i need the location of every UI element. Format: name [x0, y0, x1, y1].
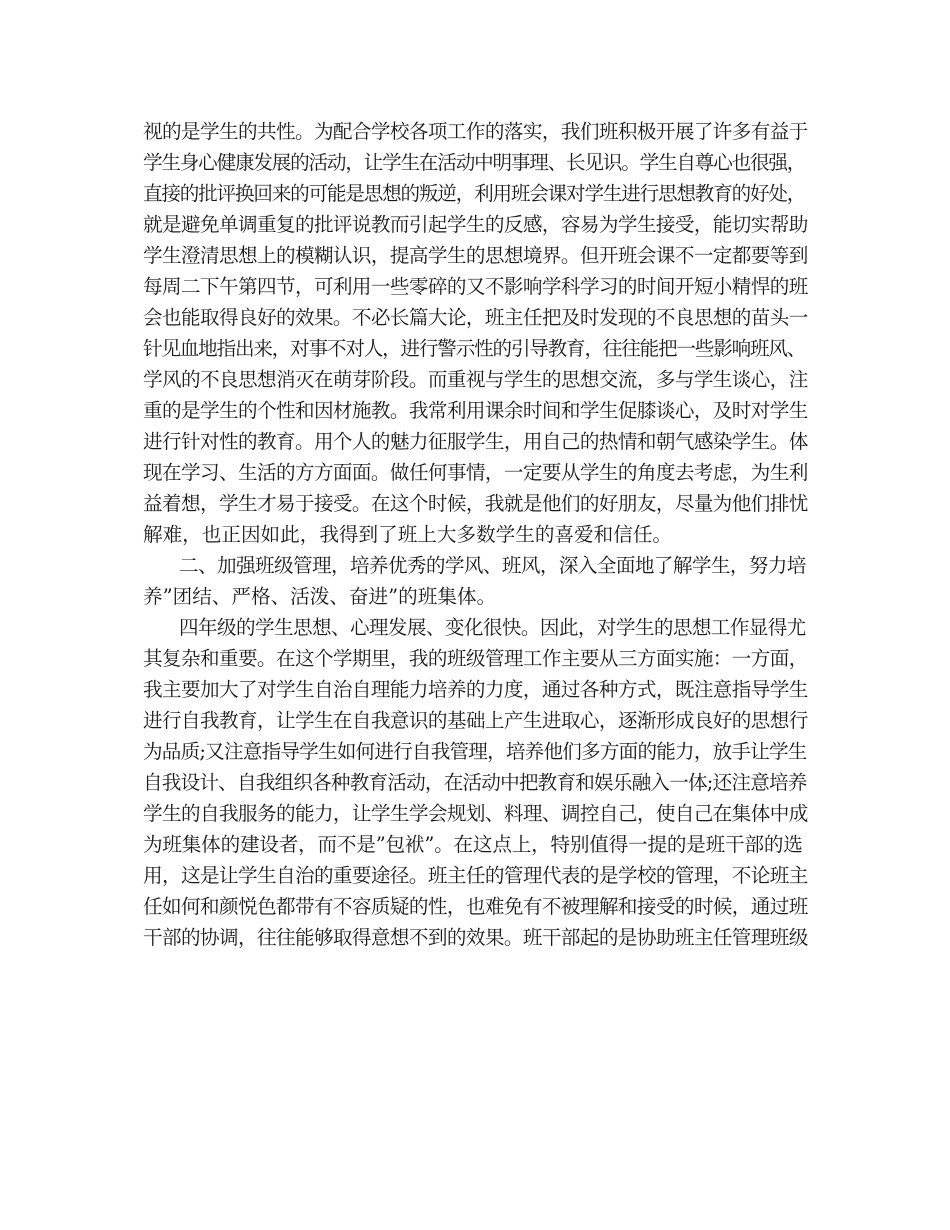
- text-line: 学生身心健康发展的活动，让学生在活动中明事理、长见识。学生自尊心也很强，: [143, 151, 806, 174]
- text-line: 用，这是让学生自治的重要途径。班主任的管理代表的是学校的管理，不论班主: [143, 864, 808, 887]
- text-line: 干部的协调，往往能够取得意想不到的效果。班干部起的是协助班主任管理班级: [143, 926, 808, 949]
- text-line: 学生的自我服务的能力，让学生学会规划、料理、调控自己，使自己在集体中成: [143, 802, 808, 825]
- text-line: 针见血地指出来，对事不对人，进行警示性的引导教育，往往能把一些影响班风、: [143, 337, 806, 360]
- text-line: 重的是学生的个性和因材施教。我常利用课余时间和学生促膝谈心，及时对学生: [143, 399, 808, 422]
- text-line: 任如何和颜悦色都带有不容质疑的性，也难免有不被理解和接受的时候，通过班: [143, 895, 808, 918]
- text-line: 为班集体的建设者，而不是”包袱”。在这点上，特别值得一提的是班干部的选: [143, 833, 803, 856]
- section-heading-line: 养”团结、严格、活泼、奋进”的班集体。: [143, 585, 497, 608]
- text-line: 益着想，学生才易于接受。在这个时候，我就是他们的好朋友，尽量为他们排忧: [143, 492, 808, 515]
- text-line: 学风的不良思想消灭在萌芽阶段。而重视与学生的思想交流，多与学生谈心，注: [143, 368, 808, 391]
- text-line: 我主要加大了对学生自治自理能力培养的力度，通过各种方式，既注意指导学生: [143, 678, 808, 701]
- text-line: 进行自我教育，让学生在自我意识的基础上产生进取心，逐渐形成良好的思想行: [143, 709, 808, 732]
- text-line: 每周二下午第四节，可利用一些零碎的又不影响学科学习的时间开短小精悍的班: [143, 275, 808, 298]
- text-line: 自我设计、自我组织各种教育活动，在活动中把教育和娱乐融入一体;还注意培养: [143, 771, 807, 794]
- text-line: 进行针对性的教育。用个人的魅力征服学生，用自己的热情和朝气感染学生。体: [143, 430, 808, 453]
- text-line: 其复杂和重要。在这个学期里，我的班级管理工作主要从三方面实施：一方面，: [143, 647, 808, 670]
- text-line: 为品质;又注意指导学生如何进行自我管理，培养他们多方面的能力，放手让学生: [143, 740, 807, 763]
- text-line: 学生澄清思想上的模糊认识，提高学生的思想境界。但开班会课不一定都要等到: [143, 244, 808, 267]
- text-line: 就是避免单调重复的批评说教而引起学生的反感，容易为学生接受，能切实帮助: [143, 213, 808, 236]
- text-line: 四年级的学生思想、心理发展、变化很快。因此，对学生的思想工作显得尤: [179, 616, 806, 639]
- text-line: 直接的批评换回来的可能是思想的叛逆，利用班会课对学生进行思想教育的好处，: [143, 182, 806, 205]
- text-line: 解难，也正因如此，我得到了班上大多数学生的喜爱和信任。: [143, 523, 673, 546]
- text-line: 现在学习、生活的方方面面。做任何事情，一定要从学生的角度去考虑，为生利: [143, 461, 808, 484]
- text-line: 视的是学生的共性。为配合学校各项工作的落实，我们班积极开展了许多有益于: [143, 120, 808, 143]
- section-heading-line: 二、加强班级管理，培养优秀的学风、班风，深入全面地了解学生，努力培: [179, 554, 806, 577]
- body-text: [143, 116, 808, 953]
- text-line: 会也能取得良好的效果。不必长篇大论，班主任把及时发现的不良思想的苗头一: [143, 306, 808, 329]
